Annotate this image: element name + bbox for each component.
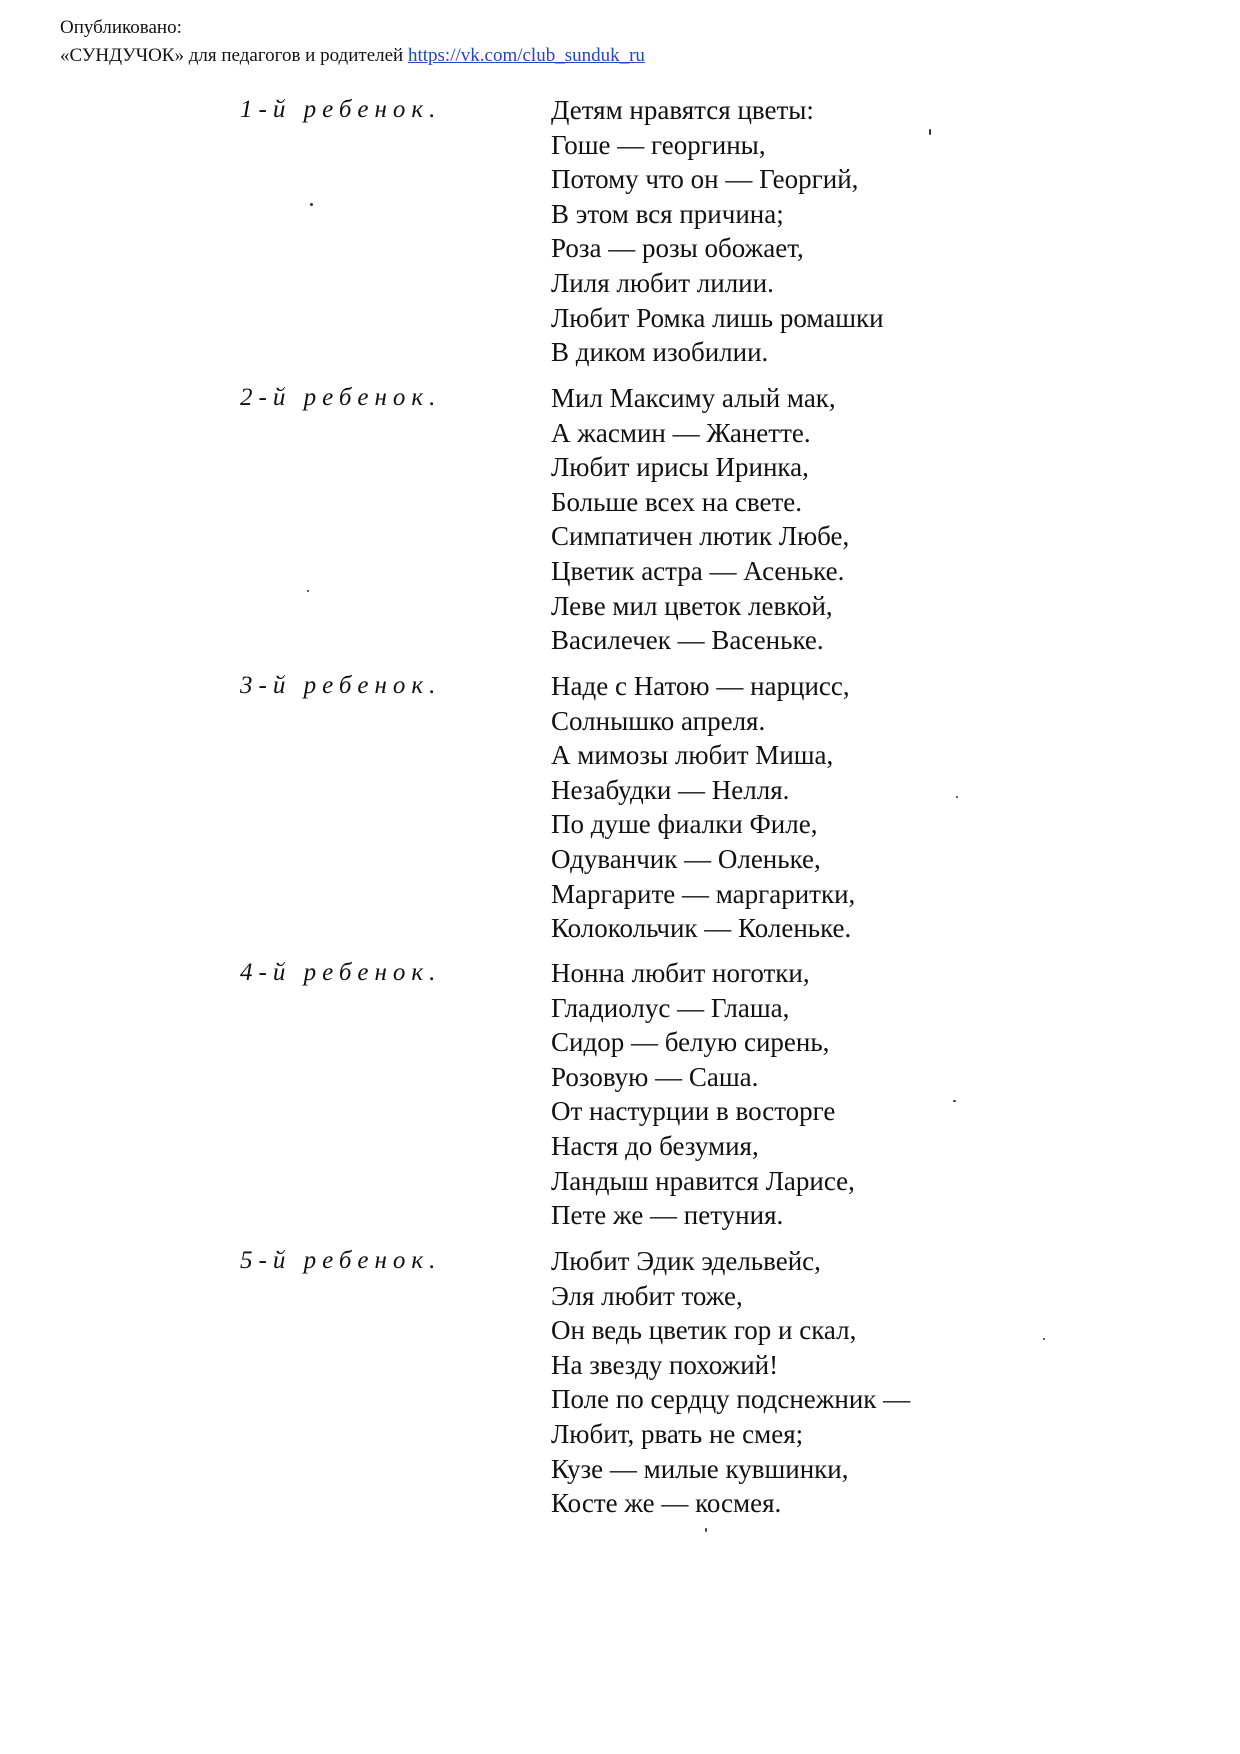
scan-speck xyxy=(956,796,958,798)
scan-speck xyxy=(705,1528,707,1532)
verse-line: Нонна любит ноготки, xyxy=(551,958,810,988)
verse-line: Любит, рвать не смея; xyxy=(551,1418,804,1449)
verse-line: Любит Эдик эдельвейс, xyxy=(551,1246,821,1276)
verse-lines xyxy=(551,956,855,1233)
speaker-label: 4-й ребенок. xyxy=(240,959,442,986)
publication-header xyxy=(60,14,645,70)
source-text: «СУНДУЧОК» для педагогов и родителей xyxy=(60,45,404,66)
verse-line: На звезду похожий! xyxy=(551,1349,779,1380)
verse-line: Симпатичен лютик Любе, xyxy=(551,521,850,552)
verse-line: Гоше — георгины, xyxy=(551,129,766,160)
verse-line: Леве мил цветок левкой, xyxy=(551,590,833,621)
verse-line: Цветик астра — Асеньке. xyxy=(551,555,845,586)
verse-line: Сидор — белую сирень, xyxy=(551,1027,830,1058)
verse-line: От настурции в восторге xyxy=(551,1096,836,1127)
verse-line: Пете же — петуния. xyxy=(551,1200,784,1231)
verse-lines xyxy=(551,93,884,370)
verse-line: Маргарите — маргаритки, xyxy=(551,878,856,909)
scan-speck xyxy=(307,590,309,592)
verse-line: А жасмин — Жанетте. xyxy=(551,417,811,448)
verse-lines xyxy=(551,669,855,946)
verse-line: Незабудки — Нелля. xyxy=(551,774,790,805)
verse-line: В диком изобилии. xyxy=(551,337,769,368)
verse-line: Одуванчик — Оленьке, xyxy=(551,843,821,874)
verse-line: Лиля любит лилии. xyxy=(551,267,774,298)
verse-line: Эля любит тоже, xyxy=(551,1280,743,1311)
verse-line: Кузе — милые кувшинки, xyxy=(551,1453,849,1484)
verse-line: Детям нравятся цветы: xyxy=(551,95,814,125)
verse-line: Поле по сердцу подснежник — xyxy=(551,1384,911,1415)
verse-line: Наде с Натою — нарцисс, xyxy=(551,671,850,701)
verse-lines xyxy=(551,381,849,658)
verse-line: Роза — розы обожает, xyxy=(551,233,804,264)
verse-lines xyxy=(551,1244,910,1521)
speaker-label: 3-й ребенок. xyxy=(240,672,442,699)
verse-line: Любит ирисы Иринка, xyxy=(551,452,809,483)
verse-line: Потому что он — Георгий, xyxy=(551,164,859,195)
verse-line: Мил Максиму алый мак, xyxy=(551,383,836,413)
verse-line: Настя до безумия, xyxy=(551,1130,759,1161)
source-link[interactable]: https://vk.com/club_sunduk_ru xyxy=(407,45,645,66)
verse-line: Он ведь цветик гор и скал, xyxy=(551,1315,857,1346)
verse-line: Солнышко апреля. xyxy=(551,705,766,736)
scan-speck xyxy=(310,203,313,206)
speaker-label: 5-й ребенок. xyxy=(240,1247,442,1274)
verse-line: Гладиолус — Глаша, xyxy=(551,992,790,1023)
verse-line: Косте же — космея. xyxy=(551,1488,782,1519)
scan-speck xyxy=(953,1100,956,1102)
verse-line: Колокольчик — Коленьке. xyxy=(551,913,852,944)
scan-speck xyxy=(929,129,931,135)
verse-line: А мимозы любит Миша, xyxy=(551,740,834,771)
published-label: Опубликовано: xyxy=(60,17,182,38)
verse-line: По душе фиалки Филе, xyxy=(551,809,818,840)
verse-line: Василечек — Васеньке. xyxy=(551,625,824,656)
speaker-label: 2-й ребенок. xyxy=(240,384,442,411)
verse-line: Любит Ромка лишь ромашки xyxy=(551,302,884,333)
speaker-label: 1-й ребенок. xyxy=(240,96,442,123)
verse-line: Ландыш нравится Ларисе, xyxy=(551,1165,855,1196)
source-line xyxy=(60,42,645,70)
verse-line: Розовую — Саша. xyxy=(551,1061,759,1092)
scan-speck xyxy=(1043,1338,1045,1340)
verse-line: В этом вся причина; xyxy=(551,198,784,229)
verse-line: Больше всех на свете. xyxy=(551,486,803,517)
